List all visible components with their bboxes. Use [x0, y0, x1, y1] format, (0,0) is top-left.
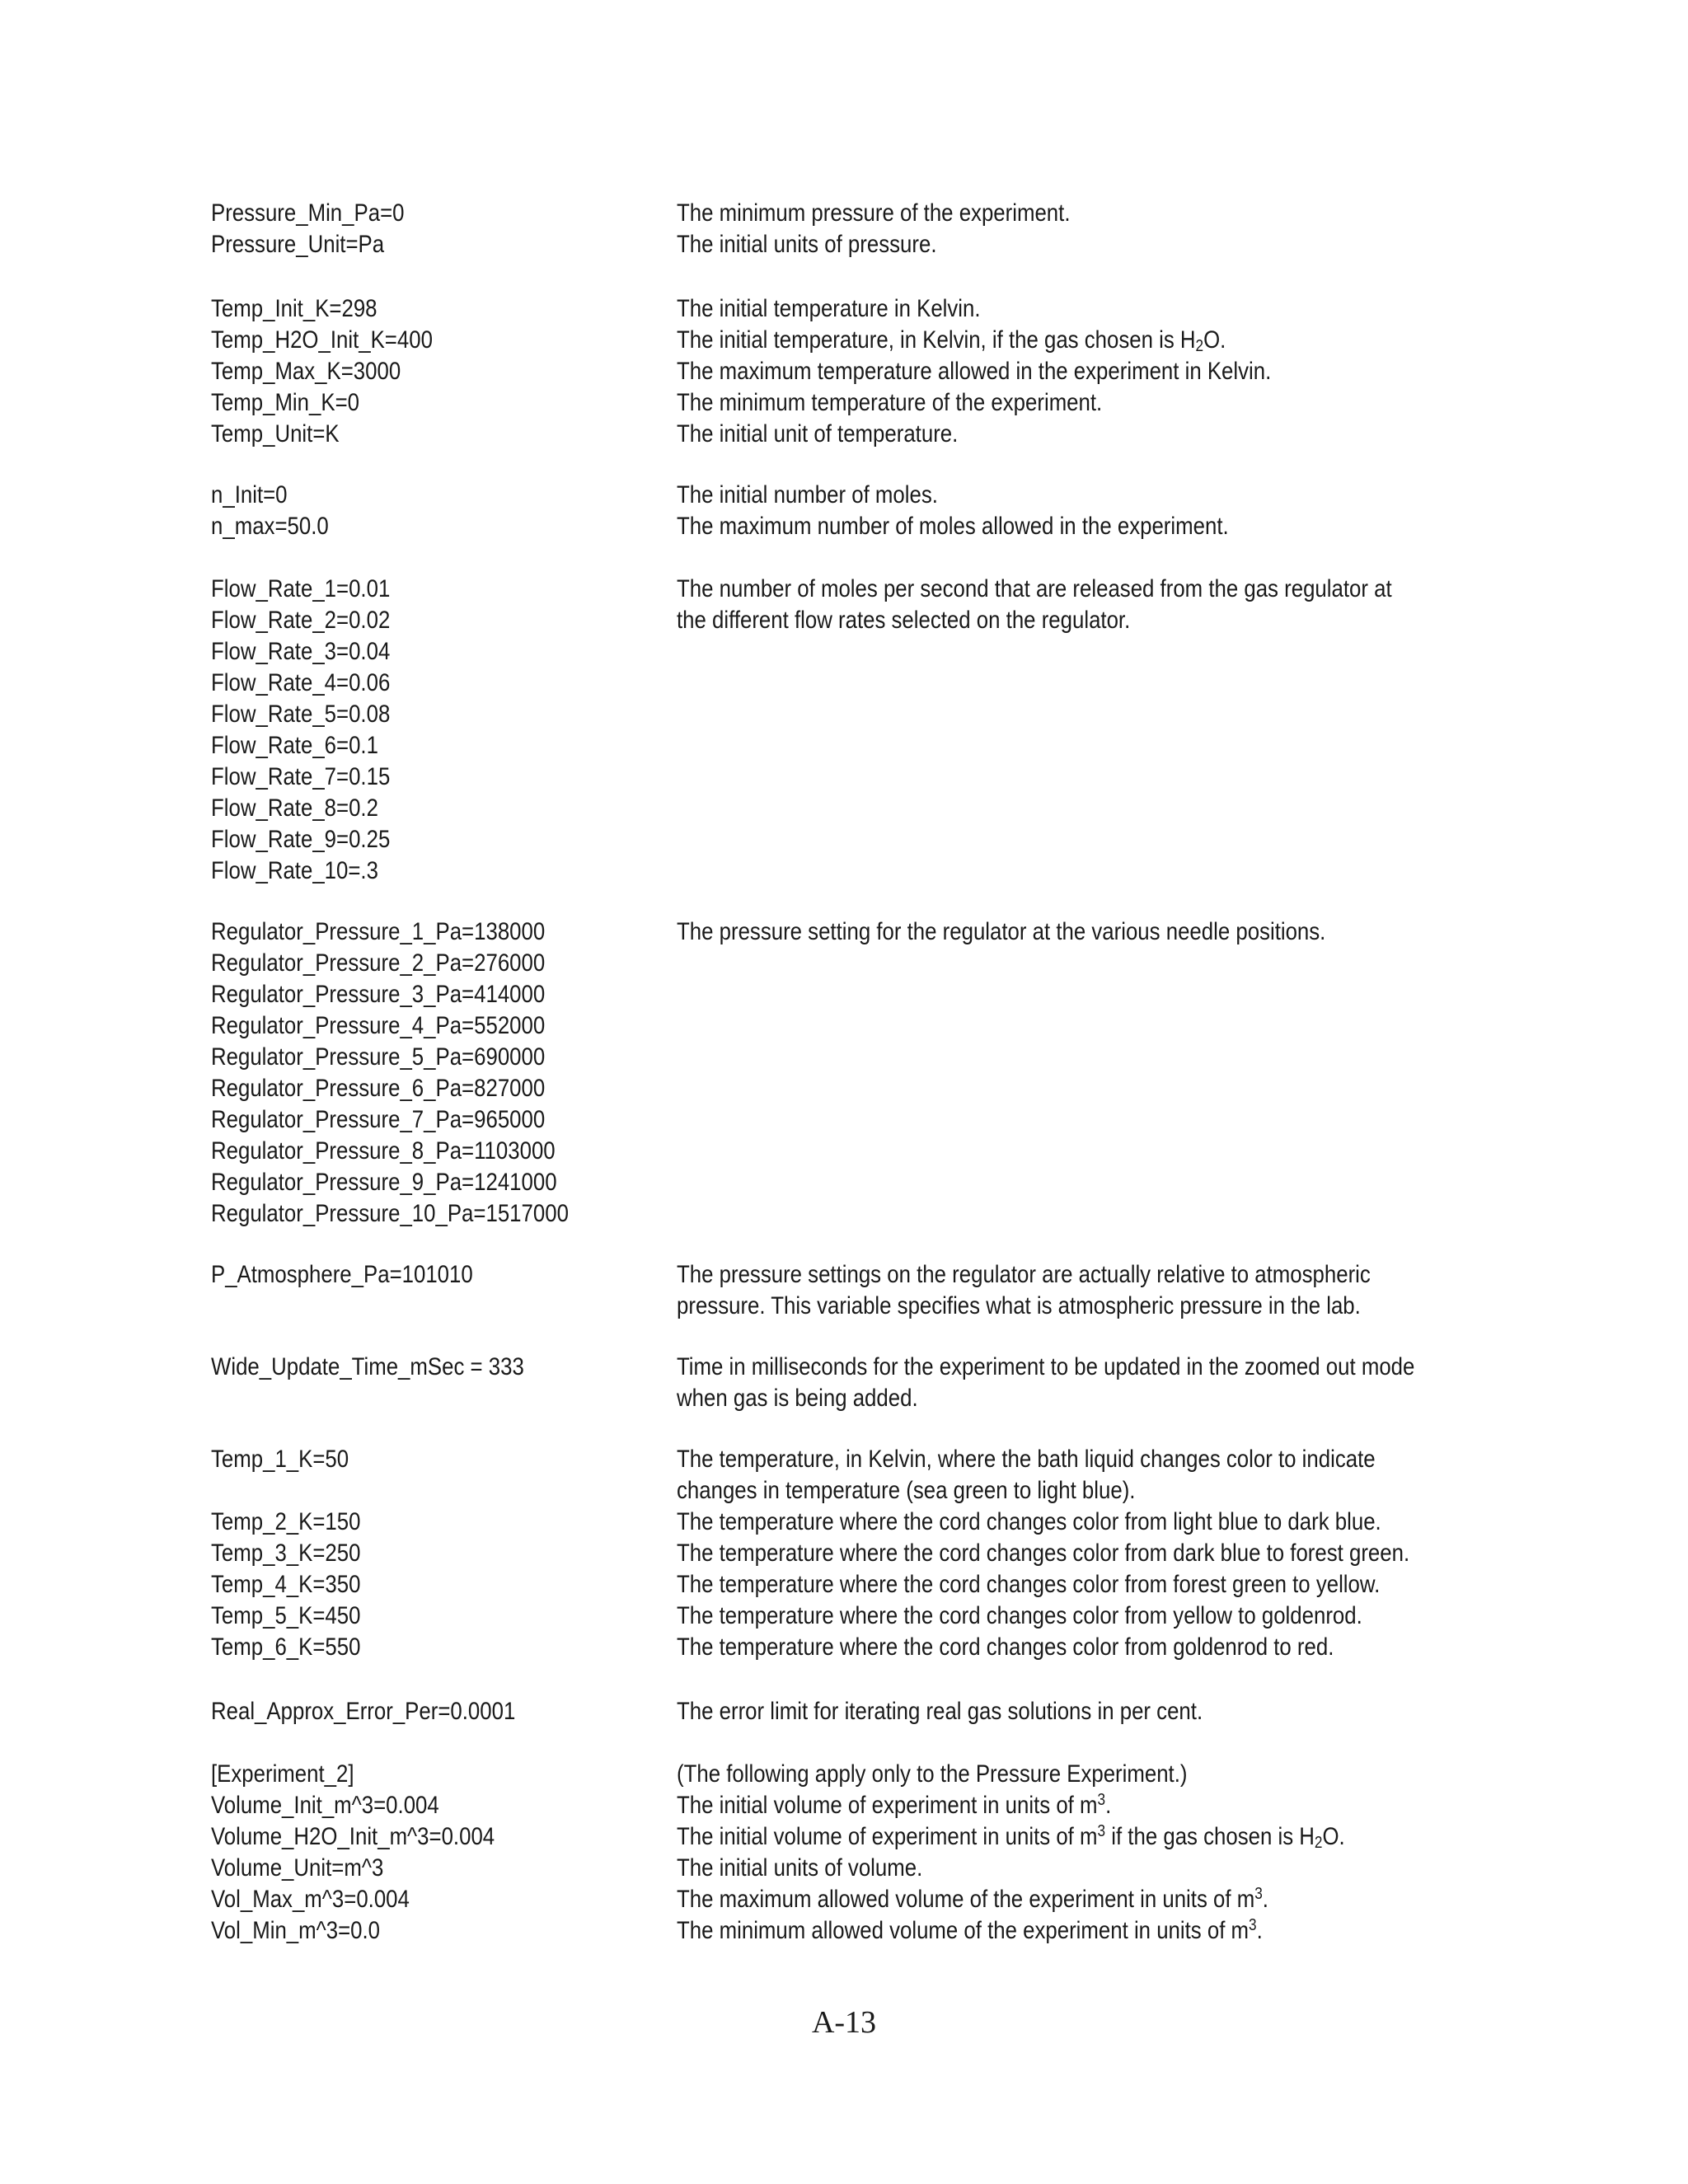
parameter-line — [0, 574, 1688, 605]
parameter-line — [0, 1073, 1688, 1104]
parameter-line — [0, 762, 1688, 793]
parameter-key: Real_Approx_Error_Per=0.0001 — [211, 1698, 516, 1725]
parameter-description: The minimum allowed volume of the experiment in units of $m^3$. — [677, 1916, 1263, 1944]
parameter-description: The initial units of pressure. — [677, 231, 937, 258]
parameter-line — [0, 1915, 1688, 1947]
parameter-key: Regulator_Pressure_2_Pa=276000 — [211, 949, 546, 977]
parameter-description: The initial units of volume. — [677, 1854, 923, 1882]
parameter-line — [0, 1790, 1688, 1821]
parameter-description: The pressure settings on the regulator are actually relative to atmospheric — [677, 1261, 1371, 1288]
parameter-key: n_max=50.0 — [211, 513, 329, 540]
parameter-line — [0, 1259, 1688, 1291]
parameter-line — [0, 948, 1688, 979]
parameter-key: Temp_Max_K=3000 — [211, 358, 401, 385]
parameter-key: Flow_Rate_5=0.08 — [211, 701, 391, 728]
parameter-line — [0, 387, 1688, 419]
parameter-key: n_Init=0 — [211, 481, 288, 509]
parameter-line — [0, 419, 1688, 450]
parameter-key: Volume_Init_m^3=0.004 — [211, 1792, 439, 1819]
parameter-line — [0, 855, 1688, 887]
parameter-key: Regulator_Pressure_7_Pa=965000 — [211, 1106, 546, 1133]
parameter-key: Temp_4_K=350 — [211, 1571, 361, 1598]
parameter-key: Temp_6_K=550 — [211, 1633, 361, 1661]
parameter-key: [Experiment_2] — [211, 1760, 354, 1788]
parameter-key: Volume_Unit=m^3 — [211, 1854, 384, 1882]
parameter-line — [0, 824, 1688, 855]
parameter-description: The temperature where the cord changes color from goldenrod to red. — [677, 1633, 1334, 1661]
parameter-description: The temperature where the cord changes color from forest green to yellow. — [677, 1571, 1381, 1598]
parameter-key: Temp_Min_K=0 — [211, 389, 359, 416]
parameter-key: Temp_H2O_Init_K=400 — [211, 326, 433, 354]
parameter-line — [0, 1507, 1688, 1538]
parameter-key: Regulator_Pressure_5_Pa=690000 — [211, 1043, 546, 1071]
parameter-key: Regulator_Pressure_8_Pa=1103000 — [211, 1137, 556, 1165]
parameter-description: the different flow rates selected on the regulator. — [677, 607, 1131, 634]
parameter-line — [0, 1291, 1688, 1322]
parameter-line — [0, 668, 1688, 699]
parameter-line — [0, 1696, 1688, 1727]
parameter-line — [0, 1569, 1688, 1601]
parameter-key: Regulator_Pressure_6_Pa=827000 — [211, 1075, 546, 1102]
parameter-line — [0, 1821, 1688, 1853]
parameter-line — [0, 356, 1688, 387]
parameter-line — [0, 229, 1688, 260]
parameter-key: Regulator_Pressure_1_Pa=138000 — [211, 918, 546, 945]
parameter-line — [0, 1042, 1688, 1073]
parameter-description: The maximum allowed volume of the experiment in units of $m^3$. — [677, 1885, 1268, 1913]
parameter-line — [0, 699, 1688, 730]
parameter-description: The error limit for iterating real gas solutions in per cent. — [677, 1698, 1203, 1725]
parameter-description: The temperature, in Kelvin, where the bath liquid changes color to indicate — [677, 1446, 1376, 1473]
parameter-key: Vol_Max_m^3=0.004 — [211, 1886, 410, 1913]
parameter-description: The initial unit of temperature. — [677, 420, 959, 448]
parameter-description: The initial volume of experiment in units of $m^3$ if the gas chosen is $H_2O$. — [677, 1822, 1345, 1852]
parameter-description: The pressure setting for the regulator at the various needle positions. — [677, 918, 1326, 945]
parameter-key: Flow_Rate_1=0.01 — [211, 575, 391, 602]
parameter-line — [0, 1759, 1688, 1790]
parameter-key: Flow_Rate_7=0.15 — [211, 763, 391, 790]
parameter-line — [0, 198, 1688, 229]
parameter-line — [0, 636, 1688, 668]
parameter-key: Pressure_Unit=Pa — [211, 231, 385, 258]
parameter-line — [0, 1853, 1688, 1884]
parameter-key: Temp_3_K=250 — [211, 1540, 361, 1567]
parameter-description: The initial number of moles. — [677, 481, 938, 509]
parameter-line — [0, 1538, 1688, 1569]
parameter-line — [0, 1167, 1688, 1198]
parameter-key: Flow_Rate_9=0.25 — [211, 826, 391, 853]
parameter-line — [0, 1444, 1688, 1475]
parameter-description: The maximum number of moles allowed in the experiment. — [677, 513, 1229, 540]
parameter-key: Flow_Rate_2=0.02 — [211, 607, 391, 634]
parameter-line — [0, 1601, 1688, 1632]
parameter-line — [0, 730, 1688, 762]
parameter-key: Temp_Unit=K — [211, 420, 340, 448]
parameter-line — [0, 511, 1688, 542]
parameter-key: P_Atmosphere_Pa=101010 — [211, 1261, 473, 1288]
parameter-line — [0, 293, 1688, 325]
parameter-line — [0, 1632, 1688, 1663]
parameter-description: The minimum temperature of the experiment. — [677, 389, 1103, 416]
parameter-key: Temp_5_K=450 — [211, 1602, 361, 1629]
parameter-line — [0, 1884, 1688, 1915]
parameter-description: Time in milliseconds for the experiment to be updated in the zoomed out mode — [677, 1353, 1415, 1380]
parameter-key: Regulator_Pressure_3_Pa=414000 — [211, 981, 546, 1008]
parameter-key: Pressure_Min_Pa=0 — [211, 199, 405, 227]
parameter-description: pressure. This variable specifies what is atmospheric pressure in the lab. — [677, 1292, 1361, 1319]
parameter-key: Wide_Update_Time_mSec = 333 — [211, 1353, 524, 1380]
parameter-line — [0, 979, 1688, 1010]
parameter-key: Temp_1_K=50 — [211, 1446, 349, 1473]
parameter-key: Flow_Rate_8=0.2 — [211, 794, 378, 822]
parameter-line — [0, 1136, 1688, 1167]
parameter-description: The maximum temperature allowed in the experiment in Kelvin. — [677, 358, 1272, 385]
parameter-line — [0, 793, 1688, 824]
parameter-line — [0, 916, 1688, 948]
parameter-key: Flow_Rate_4=0.06 — [211, 669, 391, 696]
parameter-description: The temperature where the cord changes color from dark blue to forest green. — [677, 1540, 1410, 1567]
parameter-description: The number of moles per second that are released from the gas regulator at — [677, 575, 1392, 602]
parameter-description: The initial volume of experiment in units of $m^3$. — [677, 1791, 1112, 1819]
parameter-line — [0, 1010, 1688, 1042]
parameter-key: Flow_Rate_3=0.04 — [211, 638, 391, 665]
parameter-description: The temperature where the cord changes color from yellow to goldenrod. — [677, 1602, 1362, 1629]
parameter-key: Temp_2_K=150 — [211, 1508, 361, 1535]
parameter-key: Flow_Rate_10=.3 — [211, 857, 378, 884]
parameter-line — [0, 1198, 1688, 1230]
parameter-line — [0, 325, 1688, 356]
parameter-line — [0, 480, 1688, 511]
parameter-key: Regulator_Pressure_10_Pa=1517000 — [211, 1200, 569, 1227]
parameter-line — [0, 605, 1688, 636]
parameter-key: Vol_Min_m^3=0.0 — [211, 1917, 381, 1944]
parameter-line — [0, 1383, 1688, 1414]
parameter-line — [0, 1104, 1688, 1136]
parameter-description: The initial temperature in Kelvin. — [677, 295, 981, 322]
parameter-key: Temp_Init_K=298 — [211, 295, 377, 322]
page-number: A-13 — [811, 2005, 877, 2040]
parameter-description: when gas is being added. — [677, 1385, 918, 1412]
parameter-line — [0, 1475, 1688, 1507]
parameter-key: Regulator_Pressure_4_Pa=552000 — [211, 1012, 546, 1039]
parameter-key: Flow_Rate_6=0.1 — [211, 732, 378, 759]
parameter-description: The initial temperature, in Kelvin, if the gas chosen is $H_2O$. — [677, 326, 1226, 355]
parameter-line — [0, 1352, 1688, 1383]
parameter-description: The temperature where the cord changes color from light blue to dark blue. — [677, 1508, 1381, 1535]
parameter-key: Regulator_Pressure_9_Pa=1241000 — [211, 1169, 557, 1196]
parameter-key: Volume_H2O_Init_m^3=0.004 — [211, 1823, 495, 1850]
parameter-description: The minimum pressure of the experiment. — [677, 199, 1071, 227]
parameter-description: (The following apply only to the Pressure Experiment.) — [677, 1760, 1188, 1788]
parameter-description: changes in temperature (sea green to light blue). — [677, 1477, 1136, 1504]
